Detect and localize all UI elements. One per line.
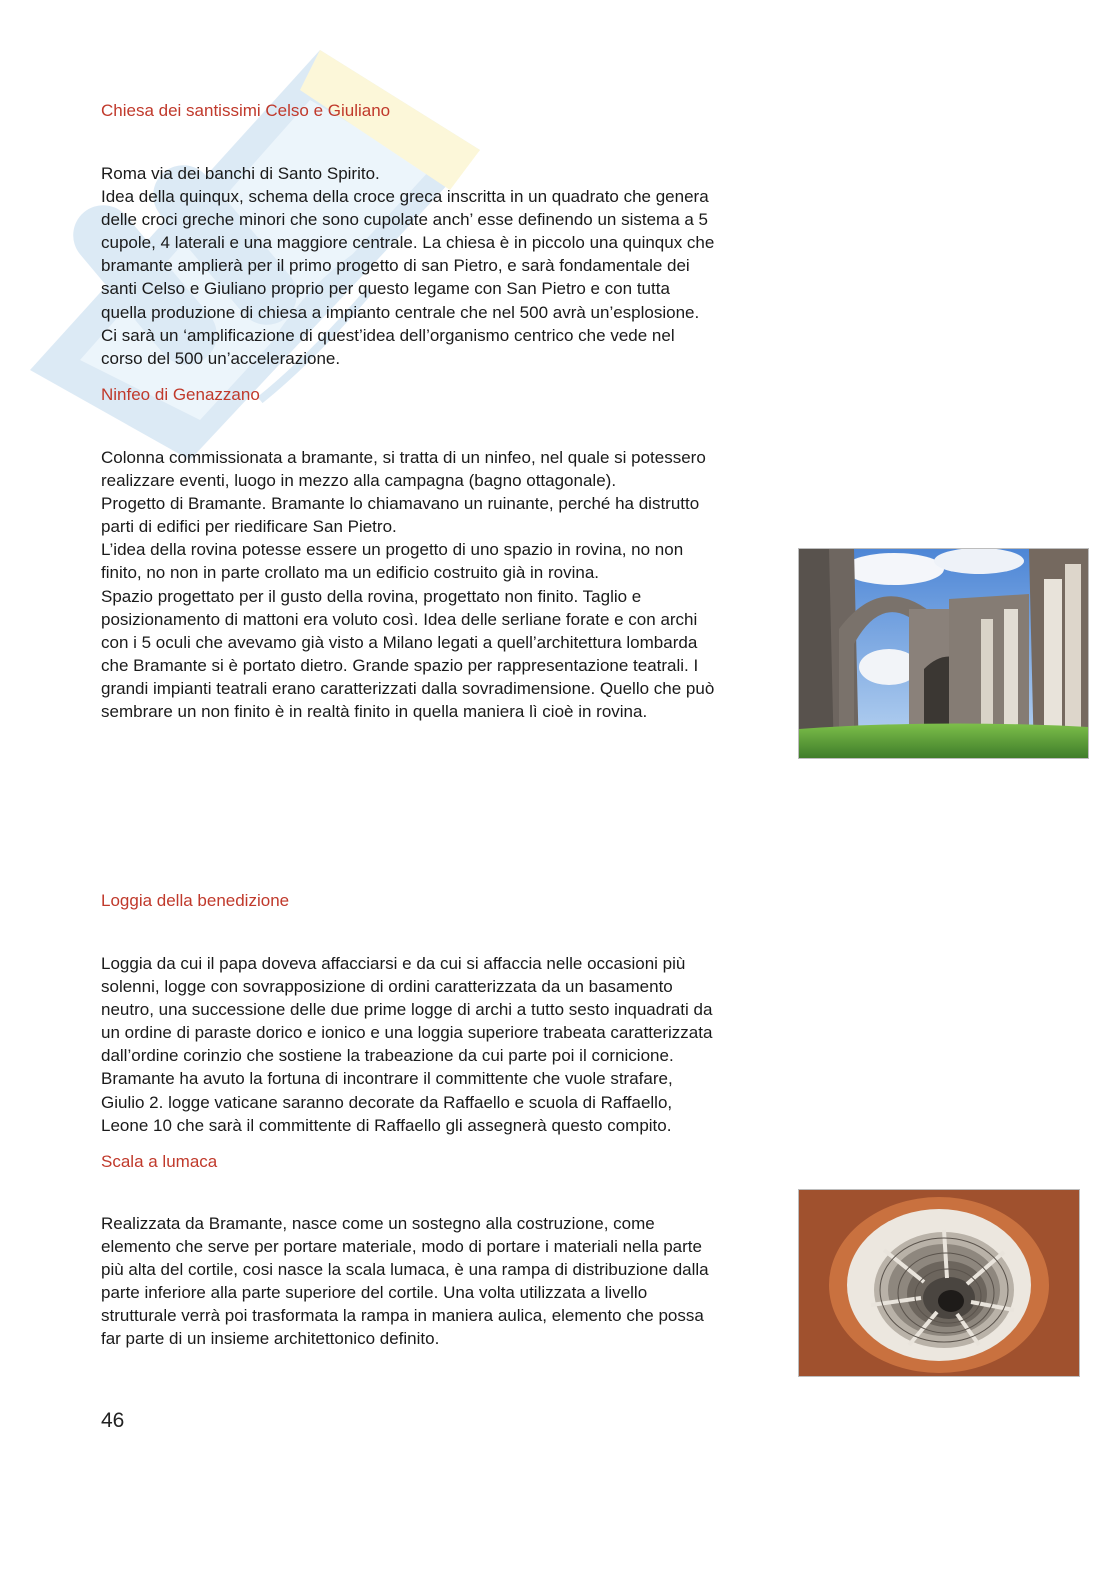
text-line: Realizzata da Bramante, nasce come un sostegno alla costruzione, come [101, 1214, 655, 1233]
text-line: con i 5 oculi che avevamo già visto a Milano legati a quell’architettura lombarda [101, 632, 698, 652]
text-line: Giulio 2. logge vaticane saranno decorate da Raffaello e scuola di Raffaello, [101, 1092, 673, 1112]
text-line: grandi impianti teatrali erano caratterizzati dalla sovradimensione. Quello che può [101, 678, 715, 698]
text-line: più alta del cortile, cosi nasce la scala lumaca, è una rampa di distribuzione dalla [101, 1260, 709, 1280]
section-heading-loggia-benedizione: Loggia della benedizione [101, 891, 290, 910]
text-line: Colonna commissionata a bramante, si tratta di un ninfeo, nel quale si potessero [101, 448, 706, 467]
text-line: un ordine di paraste dorico e ionico e una loggia superiore trabeata caratterizzata [101, 1023, 713, 1043]
text-line: Bramante ha avuto la fortuna di incontrare il committente che vuole strafare, [101, 1069, 673, 1089]
text-line: neutro, una successione delle due prime logge di archi a tutto sesto inquadrati da [101, 1000, 713, 1020]
spiral-staircase-photo [798, 1189, 1080, 1377]
text-line: Loggia da cui il papa doveva affacciarsi e da cui si affaccia nelle occasioni più [101, 954, 686, 973]
ninfeo-ruins-photo [798, 548, 1089, 759]
text-line: posizionamento di mattoni era voluto così. Idea delle serliane forate e con archi [101, 609, 698, 629]
section-body-celso-giuliano [101, 162, 781, 370]
text-line: quella produzione di chiesa a impianto centrale che nel 500 avrà un’esplosione. [101, 302, 700, 322]
text-line: Spazio progettato per il gusto della rovina, progettato non finito. Taglio e [101, 586, 642, 606]
section-heading-celso-giuliano: Chiesa dei santissimi Celso e Giuliano [101, 101, 391, 120]
text-line: far parte di un insieme architettonico definito. [101, 1329, 440, 1349]
text-line: corso del 500 un’accelerazione. [101, 348, 341, 368]
section-heading-scala-lumaca: Scala a lumaca [101, 1152, 218, 1171]
section-body-loggia-benedizione [101, 952, 781, 1137]
text-line: parti di edifici per riedificare San Pietro. [101, 517, 397, 537]
text-line: dall’ordine corinzio che sostiene la trabeazione da cui parte poi il cornicione. [101, 1046, 674, 1066]
text-line: solenni, logge con sovrapposizione di ordini caratterizzata da un basamento [101, 977, 673, 997]
text-line: parte inferiore alla parte superiore del cortile. Una volta utilizzata a livello [101, 1283, 648, 1303]
text-line: bramante amplierà per il primo progetto di san Pietro, e sarà fondamentale dei [101, 256, 690, 276]
page-number: 46 [101, 1409, 125, 1432]
section-body-ninfeo-genazzano [101, 446, 781, 723]
text-line: Idea della quinqux, schema della croce greca inscritta in un quadrato che genera [101, 187, 709, 207]
text-line: cupole, 4 laterali e una maggiore centrale. La chiesa è in piccolo una quinqux che [101, 233, 715, 253]
text-line: finito, no non in parte crollato ma un edificio costruito già in rovina. [101, 563, 599, 583]
text-line: Roma via dei banchi di Santo Spirito. [101, 164, 380, 183]
text-line: Ci sarà un ‘amplificazione di quest’idea dell’organismo centrico che vede nel [101, 325, 675, 345]
text-line: sembrare un non finito è in realtà finito in quella maniera lì cioè in rovina. [101, 702, 648, 722]
text-line: santi Celso e Giuliano proprio per questo legame con San Pietro e con tutta [101, 279, 670, 299]
text-line: realizzare eventi, luogo in mezzo alla campagna (bagno ottagonale). [101, 471, 617, 491]
text-line: L’idea della rovina potesse essere un progetto di uno spazio in rovina, no non [101, 540, 684, 560]
text-line: delle croci greche minori che sono cupolate anch’ esse definendo un sistema a 5 [101, 210, 709, 230]
text-line: che Bramante si è portato dietro. Grande spazio per rappresentazione teatrali. I [101, 655, 699, 675]
section-body-scala-lumaca [101, 1212, 781, 1351]
section-heading-ninfeo-genazzano: Ninfeo di Genazzano [101, 385, 260, 404]
text-line: Progetto di Bramante. Bramante lo chiamavano un ruinante, perché ha distrutto [101, 494, 700, 514]
text-line: elemento che serve per portare materiale, modo di portare i materiali nella parte [101, 1237, 702, 1257]
text-line: Leone 10 che sarà il committente di Raffaello gli assegnerà questo compito. [101, 1115, 672, 1135]
text-line: strutturale verrà poi trasformata la rampa in maniera aulica, elemento che possa [101, 1306, 704, 1326]
